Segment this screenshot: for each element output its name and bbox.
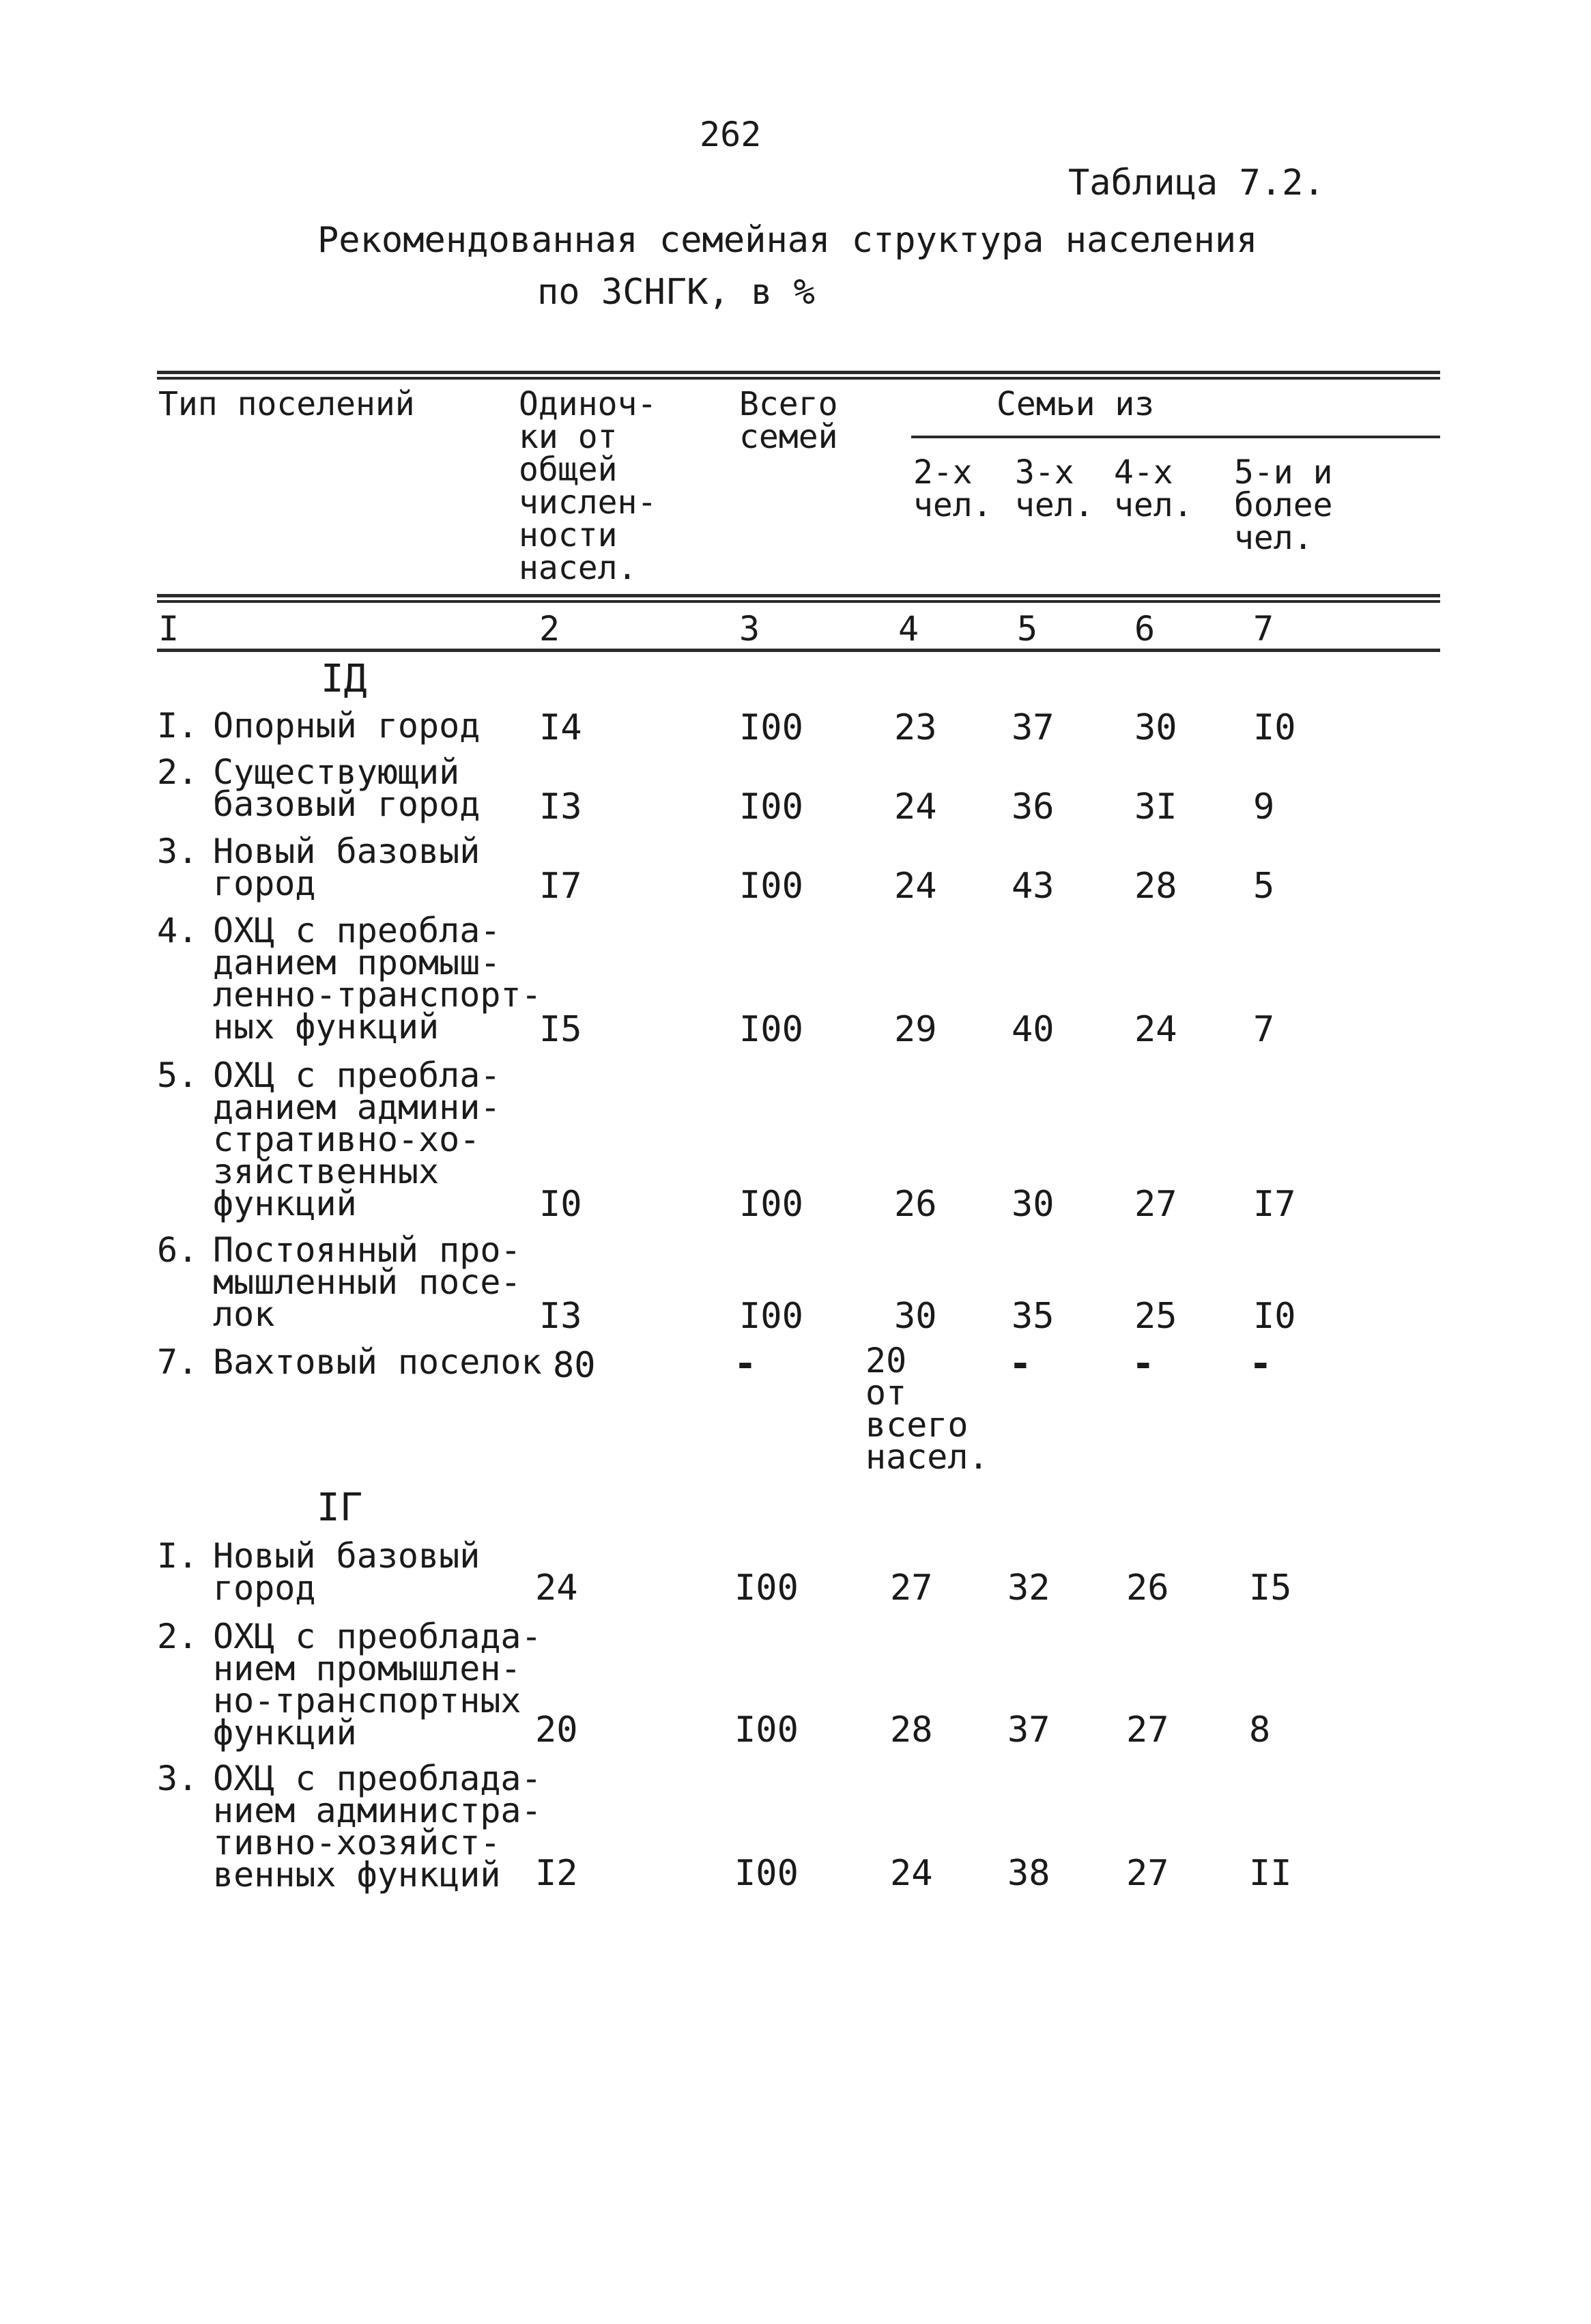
column-number-3: 3 (739, 609, 760, 649)
cell-4-persons: 25 (1134, 1296, 1177, 1337)
cell-3-persons: 37 (1007, 1710, 1050, 1751)
row-number: I. (157, 1536, 199, 1576)
row-number: 4. (157, 911, 199, 950)
cell-3-persons: 35 (1012, 1296, 1055, 1337)
cell-2-persons: 24 (890, 1853, 933, 1894)
cell-total: I00 (734, 1568, 799, 1609)
settlement-name: ОХЦ с преоблада- нием промышлен- но-транспортных функций (213, 1617, 542, 1753)
header-settlement-type: Тип поселений (158, 385, 415, 423)
row-number: 7. (157, 1342, 199, 1382)
table-top-rule-inner (157, 377, 1440, 380)
settlement-name: ОХЦ с преоблада- нием администра- тивно-хозяйст- венных функций (213, 1759, 542, 1895)
cell-singles: 80 (553, 1345, 596, 1386)
cell-3-persons: 38 (1007, 1853, 1050, 1894)
cell-singles: I5 (539, 1009, 582, 1050)
row-number: 3. (157, 832, 199, 871)
cell-3-persons: 32 (1007, 1568, 1050, 1609)
cell-2-persons: 20 от всего насел. (865, 1341, 989, 1477)
cell-total: I00 (734, 1853, 799, 1894)
cell-3-persons: 37 (1012, 707, 1055, 748)
settlement-name: Вахтовый поселок (213, 1342, 542, 1382)
cell-3-persons: 40 (1012, 1009, 1055, 1050)
cell-2-persons: 29 (894, 1009, 937, 1050)
cell-4-persons: 3I (1134, 787, 1177, 827)
row-number: 2. (157, 1617, 199, 1656)
header-bottom-rule-inner (157, 600, 1440, 603)
row-number: 2. (157, 752, 199, 792)
cell-5-plus-persons: 9 (1253, 787, 1275, 827)
cell-4-persons: - (1132, 1342, 1155, 1386)
settlement-name: ОХЦ с преобла- данием промыш- ленно-транспорт- ных функций (213, 911, 542, 1047)
cell-singles: 24 (535, 1568, 578, 1609)
header-singles: Одиноч- ки от общей числен- ности насел. (519, 385, 657, 587)
header-group-rule (911, 436, 1440, 438)
row-number: 5. (157, 1055, 199, 1095)
cell-2-persons: 26 (894, 1184, 937, 1225)
column-number-2: 2 (539, 609, 560, 649)
cell-total: I00 (739, 1009, 803, 1050)
cell-3-persons: 36 (1012, 787, 1055, 827)
settlement-name: Опорный город (213, 706, 481, 746)
section-label: IД (321, 657, 367, 701)
cell-5-plus-persons: I5 (1249, 1568, 1292, 1609)
cell-total: I00 (739, 1296, 803, 1337)
row-number: 6. (157, 1230, 199, 1270)
cell-3-persons: 30 (1012, 1184, 1055, 1225)
cell-4-persons: 30 (1134, 707, 1177, 748)
cell-2-persons: 28 (890, 1710, 933, 1751)
column-number-7: 7 (1253, 609, 1274, 649)
row-number: 3. (157, 1759, 199, 1798)
cell-singles: I0 (539, 1184, 582, 1225)
cell-5-plus-persons: I7 (1253, 1184, 1296, 1225)
cell-4-persons: 28 (1134, 866, 1177, 907)
cell-2-persons: 27 (890, 1568, 933, 1609)
settlement-name: Существующий базовый город (213, 752, 481, 824)
cell-2-persons: 30 (894, 1296, 937, 1337)
cell-total: - (734, 1342, 757, 1386)
row-number: I. (157, 706, 199, 746)
cell-5-plus-persons: I0 (1253, 1296, 1296, 1337)
header-families-of: Семьи из (997, 385, 1155, 423)
cell-total: I00 (739, 866, 803, 907)
cell-2-persons: 23 (894, 707, 937, 748)
cell-4-persons: 27 (1134, 1184, 1177, 1225)
cell-5-plus-persons: 7 (1253, 1009, 1275, 1050)
cell-4-persons: 27 (1126, 1853, 1169, 1894)
header-total-families: Всего семей (739, 385, 838, 456)
header-5-plus-persons: 5-и и более чел. (1234, 453, 1333, 557)
header-bottom-rule (157, 594, 1440, 597)
cell-singles: I2 (535, 1853, 578, 1894)
table-top-rule (157, 371, 1440, 374)
cell-2-persons: 24 (894, 787, 937, 827)
cell-total: I00 (739, 1184, 803, 1225)
cell-total: I00 (739, 707, 803, 748)
cell-5-plus-persons: 8 (1249, 1710, 1271, 1751)
cell-4-persons: 24 (1134, 1009, 1177, 1050)
cell-5-plus-persons: 5 (1253, 866, 1275, 907)
cell-singles: 20 (535, 1710, 578, 1751)
cell-singles: I7 (539, 866, 582, 907)
settlement-name: Постоянный про- мышленный посе- лок (213, 1230, 521, 1334)
table-title-line-1: Рекомендованная семейная структура населения (317, 220, 1258, 261)
header-2-persons: 2-х чел. (913, 453, 992, 524)
cell-singles: I3 (539, 787, 582, 827)
cell-3-persons: 43 (1012, 866, 1055, 907)
column-number-4: 4 (898, 609, 919, 649)
settlement-name: Новый базовый город (213, 832, 481, 903)
cell-2-persons: 24 (894, 866, 937, 907)
column-numbers-bottom-rule (157, 649, 1440, 652)
cell-3-persons: - (1009, 1342, 1032, 1386)
column-number-6: 6 (1134, 609, 1156, 649)
table-title-line-2: по ЗСНГК, в % (537, 272, 815, 313)
section-label: IГ (317, 1486, 363, 1530)
cell-total: I00 (734, 1710, 799, 1751)
cell-singles: I4 (539, 707, 582, 748)
page-number: 262 (700, 115, 762, 154)
cell-5-plus-persons: I0 (1253, 707, 1296, 748)
cell-5-plus-persons: - (1249, 1342, 1272, 1386)
header-4-persons: 4-х чел. (1114, 453, 1193, 524)
cell-4-persons: 26 (1126, 1568, 1169, 1609)
column-number-1: I (158, 609, 180, 649)
settlement-name: ОХЦ с преобла- данием админи- стративно-хо- зяйственных функций (213, 1055, 501, 1223)
cell-total: I00 (739, 787, 803, 827)
cell-singles: I3 (539, 1296, 582, 1337)
cell-4-persons: 27 (1126, 1710, 1169, 1751)
header-3-persons: 3-х чел. (1015, 453, 1094, 524)
cell-5-plus-persons: II (1249, 1853, 1292, 1894)
column-number-5: 5 (1017, 609, 1038, 649)
settlement-name: Новый базовый город (213, 1536, 481, 1608)
table-label: Таблица 7.2. (1068, 162, 1325, 203)
